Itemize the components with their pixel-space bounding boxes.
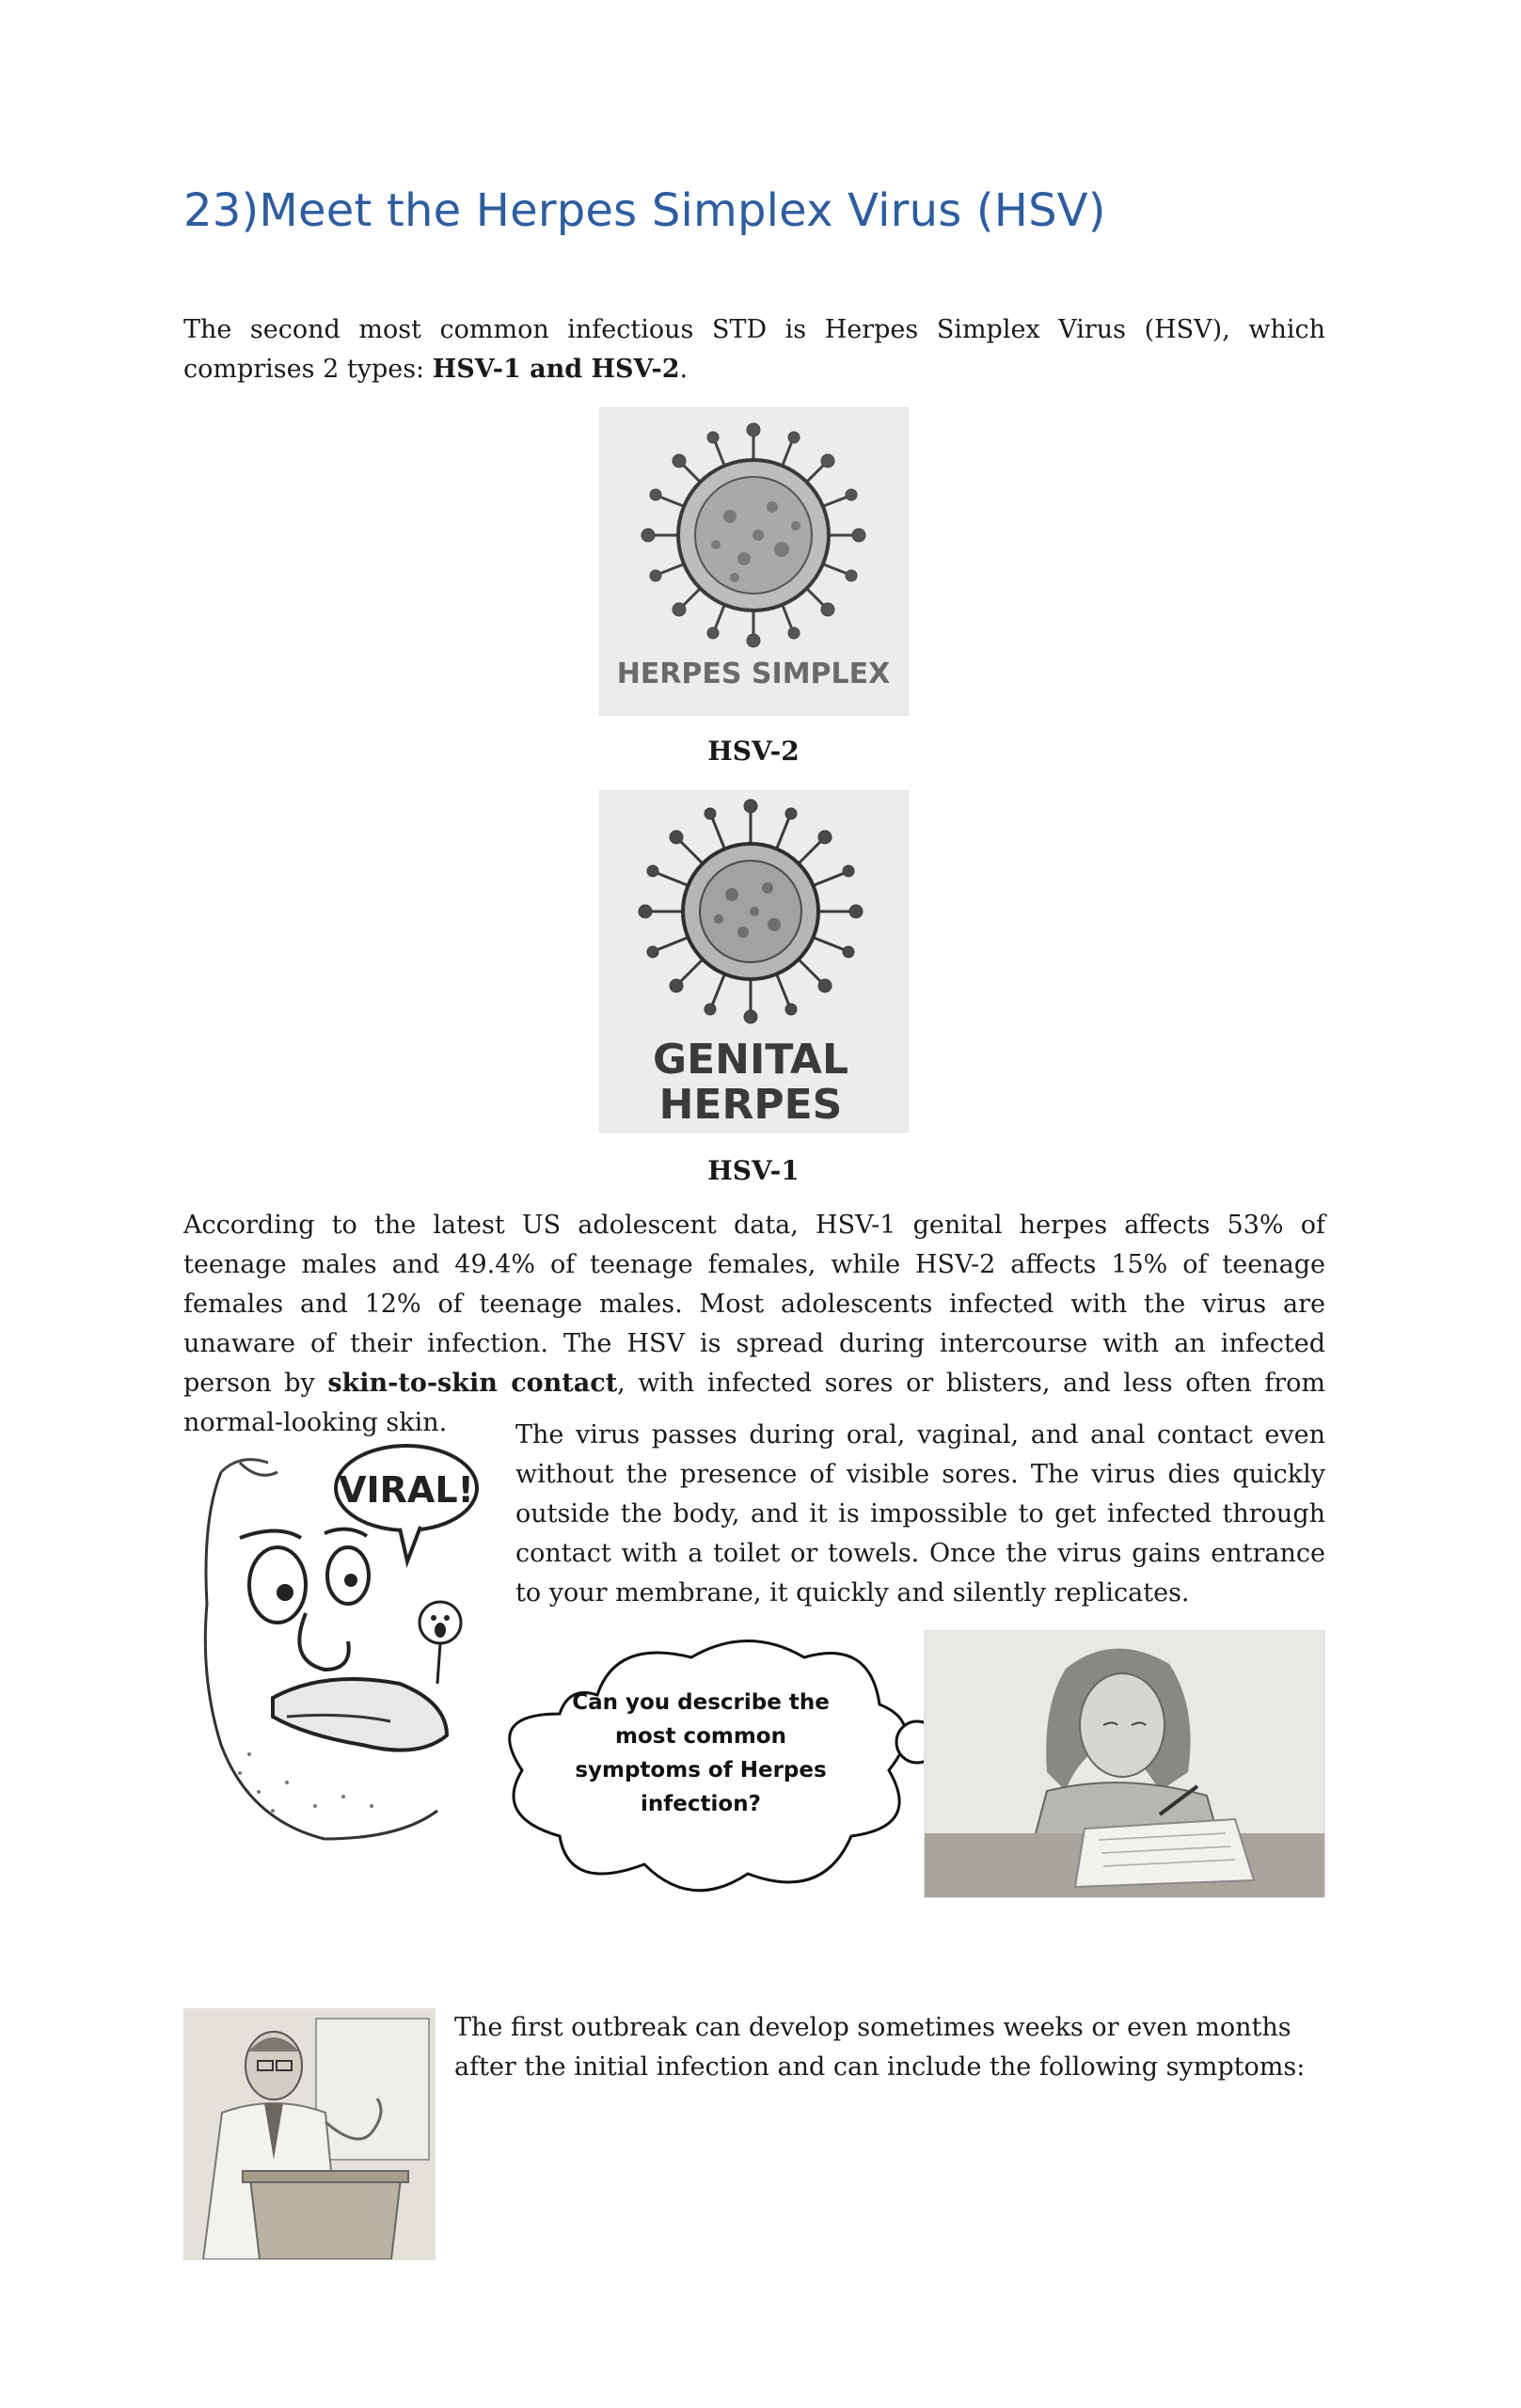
- intro-end: .: [679, 355, 689, 384]
- herpes-simplex-image: [599, 407, 909, 716]
- para2-bold: skin-to-skin contact: [327, 1369, 618, 1398]
- transmission-paragraph: The virus passes during oral, vaginal, and anal contact even without the presence of visible sores. The virus dies quickly outside the body, and it is impossible to get infected through contact with a toilet or towels. Once the virus gains entrance to your membrane, it quickly and silently replicates.: [515, 1420, 1325, 1608]
- intro-text: The second most common infectious STD is Herpes Simplex Virus (HSV), which comprises 2 types:: [183, 315, 1325, 384]
- intro-paragraph: [183, 310, 1325, 389]
- first-outbreak-paragraph: The first outbreak can develop sometimes weeks or even months after the initial infection and can include the following symptoms:: [454, 2013, 1306, 2082]
- herpes-label: HERPES: [658, 1081, 843, 1129]
- doctor-lecture-image: [183, 2008, 436, 2260]
- genital-herpes-image: [599, 790, 909, 1133]
- para2-end: , with infected sores or blisters, and less often from normal-looking skin.: [183, 1369, 1325, 1437]
- genital-label: GENITAL: [652, 1036, 849, 1084]
- para2-text: According to the latest US adolescent data, HSV-1 genital herpes affects 53% of teenage males and 49.4% of teenage females, while HSV-2 affects 15% of teenage females and 12% of teenage males. Most adolescents infected with the virus are unaware of their infection. The HSV is spread during intercourse with an infected person by: [183, 1211, 1325, 1398]
- hsv-2-caption: HSV-2: [707, 736, 800, 767]
- cartoon-face-illustration: [183, 1434, 484, 1848]
- hsv-1-caption: HSV-1: [707, 1155, 800, 1186]
- statistics-paragraph: [183, 1206, 1325, 1443]
- virus-illustration-2: [600, 791, 908, 1132]
- thought-bubble-text: Can you describe the most common symptoms of Herpes infection?: [572, 1690, 830, 1816]
- viral-bubble-text: VIRAL!: [339, 1469, 474, 1511]
- herpes-simplex-label: HERPES SIMPLEX: [616, 657, 891, 690]
- intro-bold: HSV-1 and HSV-2: [432, 355, 680, 384]
- girl-writing-illustration: [925, 1631, 1324, 1897]
- doctor-illustration: [184, 2009, 435, 2259]
- girl-writing-image: [924, 1630, 1325, 1898]
- page-title: 23)Meet the Herpes Simplex Virus (HSV): [183, 184, 1106, 237]
- virus-illustration-1: [600, 408, 908, 715]
- viral-cartoon-image: [183, 1434, 484, 1848]
